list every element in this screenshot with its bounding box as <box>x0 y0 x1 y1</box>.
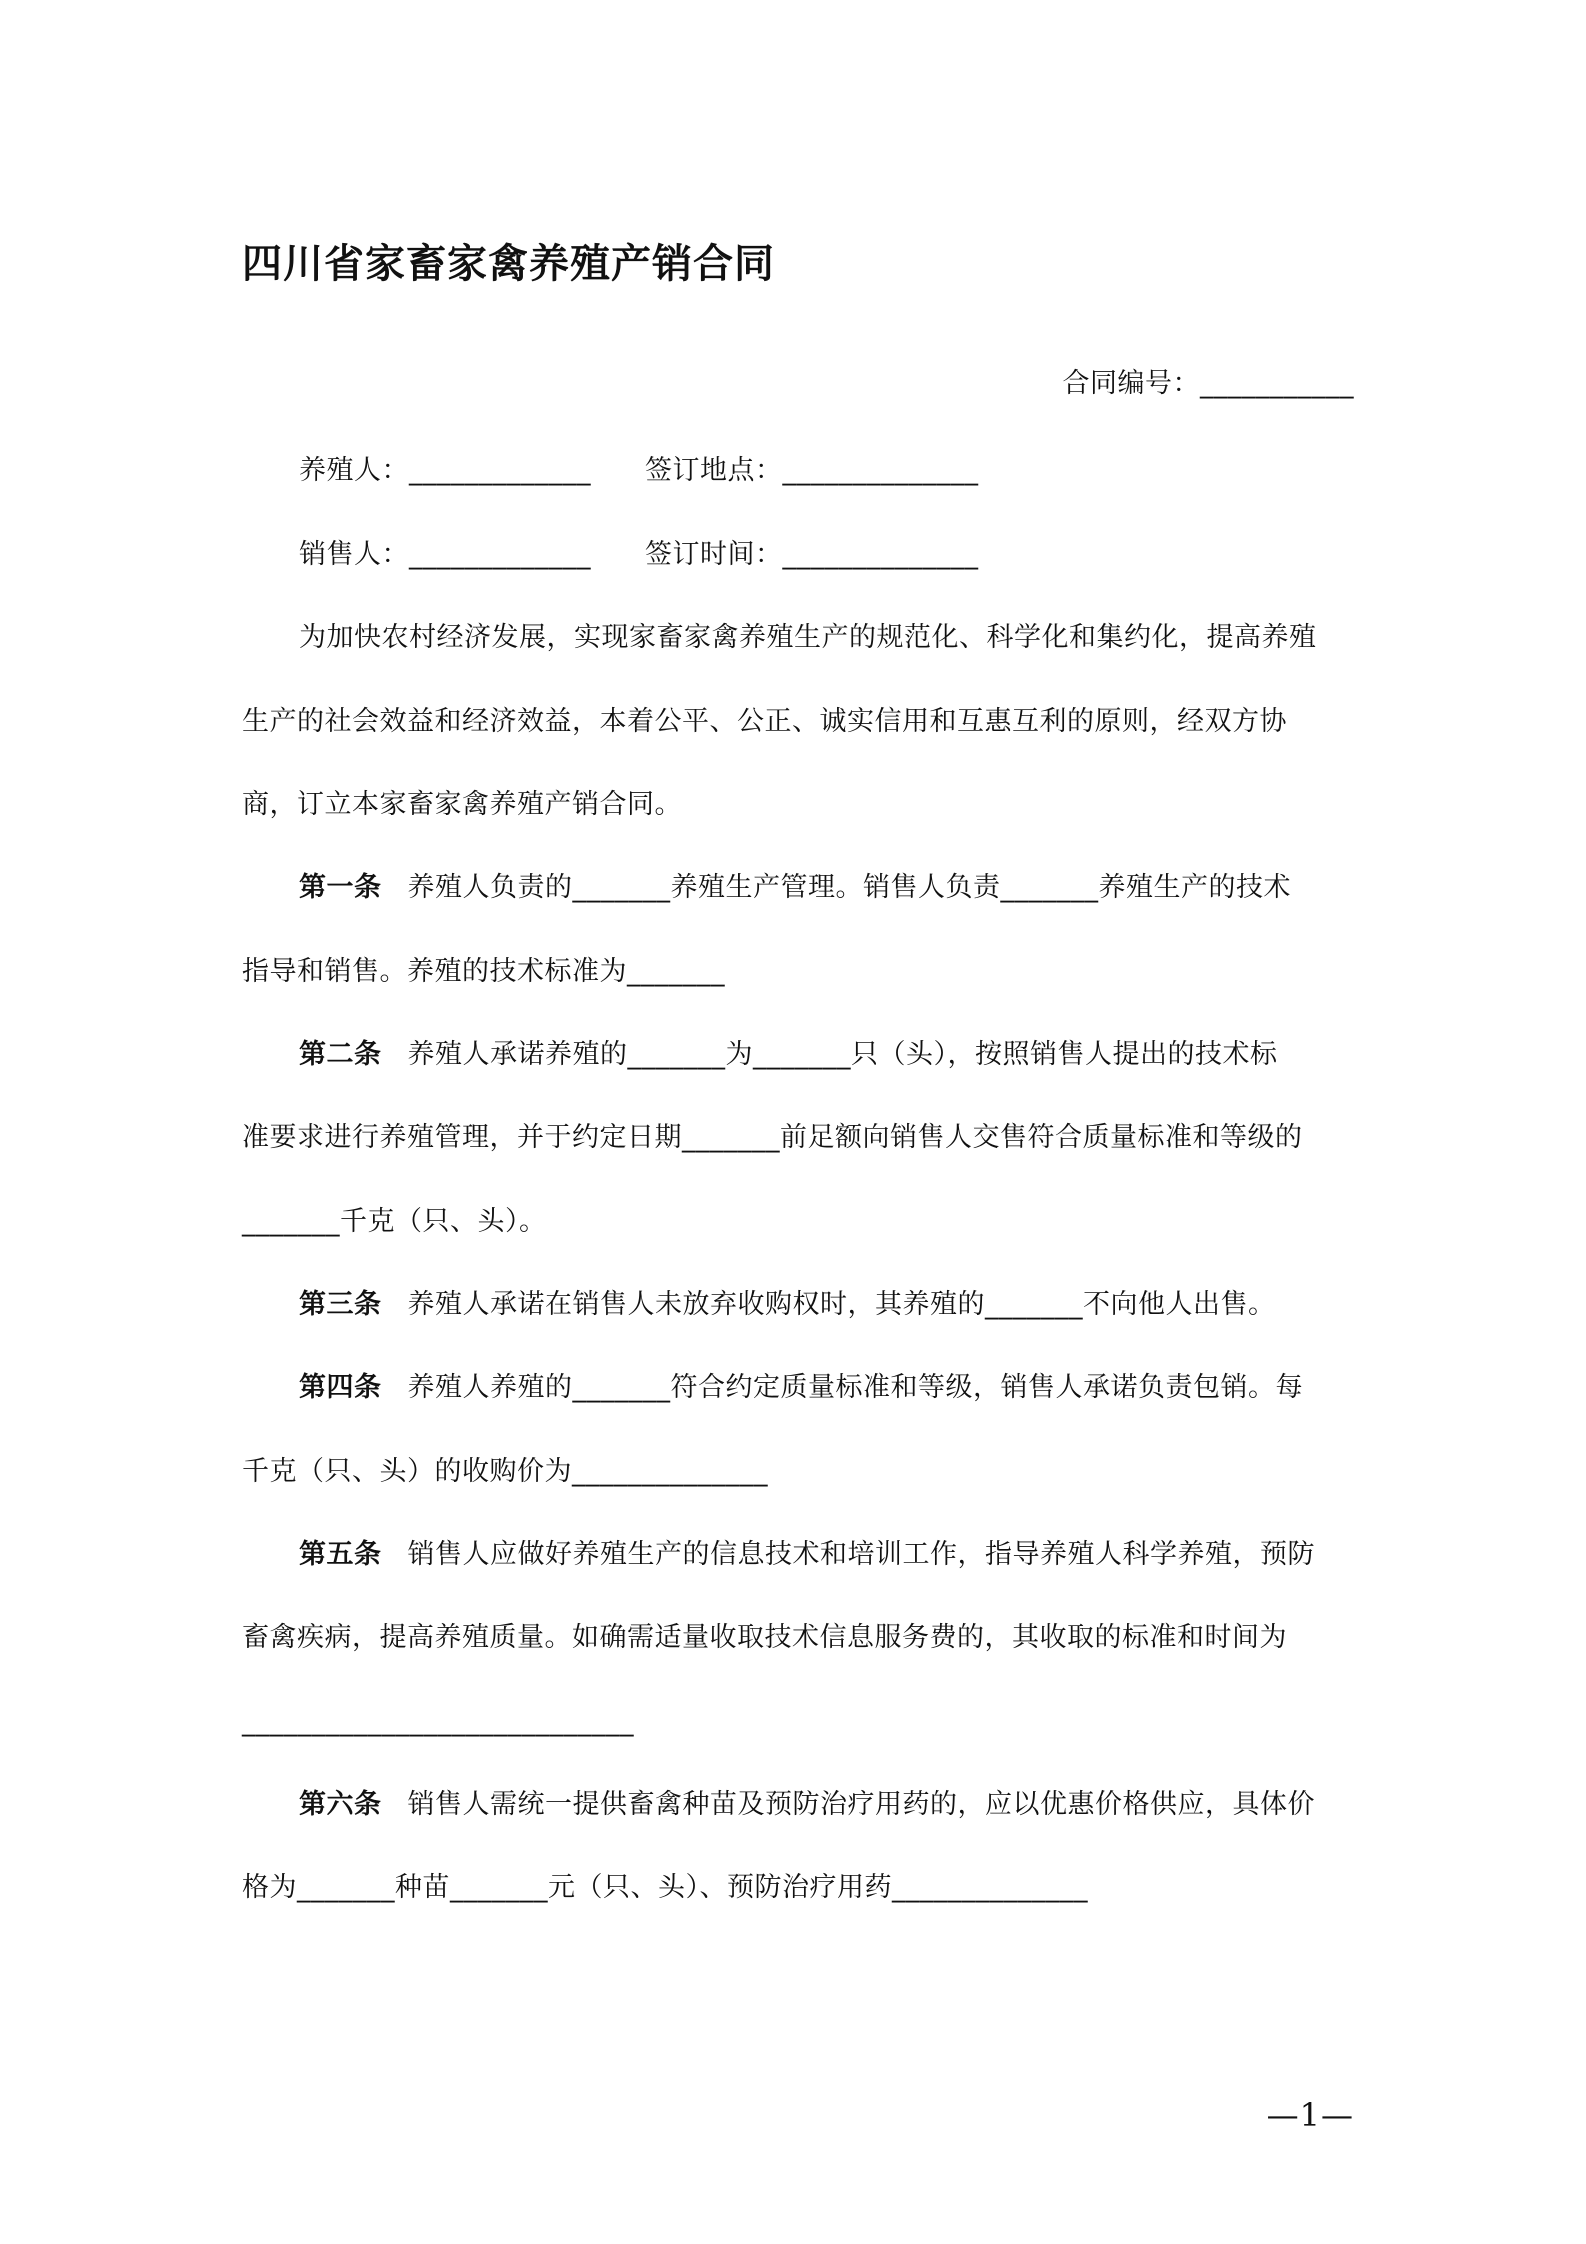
article-3-label: 第三条 <box>299 1289 382 1320</box>
article-3-line-1 <box>299 1285 1276 1325</box>
article-6-line-2: 格为_______种苗_______元（只、头）、预防治疗用药______________ <box>242 1872 1088 1903</box>
article-5-line-1 <box>299 1535 1315 1575</box>
article-5-label: 第五条 <box>299 1539 382 1570</box>
article-5-text: 销售人应做好养殖生产的信息技术和培训工作，指导养殖人科学养殖，预防 <box>407 1539 1315 1570</box>
article-2-line-2: 准要求进行养殖管理，并于约定日期_______前足额向销售人交售符合质量标准和等级的 <box>242 1122 1303 1153</box>
article-5-line-2: 畜禽疾病，提高养殖质量。如确需适量收取技术信息服务费的，其收取的标准和时间为 <box>242 1622 1287 1653</box>
article-2-line-1 <box>299 1035 1278 1075</box>
contract-number-field: 合同编号：___________ <box>1062 368 1354 399</box>
article-1-text: 养殖人负责的_______养殖生产管理。销售人负责_______养殖生产的技术 <box>407 872 1291 903</box>
preamble-line-2: 生产的社会效益和经济效益，本着公平、公正、诚实信用和互惠互利的原则，经双方协 <box>242 706 1287 737</box>
document-title: 四川省家畜家禽养殖产销合同 <box>242 241 775 287</box>
sign-place-field: 签订地点：______________ <box>645 455 979 486</box>
article-5-line-3: ____________________________ <box>242 1706 634 1737</box>
article-2-text: 养殖人承诺养殖的_______为_______只（头），按照销售人提出的技术标 <box>407 1039 1278 1070</box>
seller-field: 销售人：_____________ <box>299 539 591 570</box>
article-4-text: 养殖人养殖的_______符合约定质量标准和等级，销售人承诺负责包销。每 <box>407 1372 1303 1403</box>
article-3-text: 养殖人承诺在销售人未放弃收购权时，其养殖的_______不向他人出售。 <box>407 1289 1276 1320</box>
article-6-text: 销售人需统一提供畜禽种苗及预防治疗用药的，应以优惠价格供应，具体价 <box>407 1789 1315 1820</box>
preamble-line-3: 商，订立本家畜家禽养殖产销合同。 <box>242 789 682 820</box>
article-6-line-1 <box>299 1785 1315 1825</box>
article-4-label: 第四条 <box>299 1372 382 1403</box>
article-4-line-2: 千克（只、头）的收购价为______________ <box>242 1456 768 1487</box>
page-number: —1— <box>1266 2096 1354 2134</box>
preamble-line-1: 为加快农村经济发展，实现家畜家禽养殖生产的规范化、科学化和集约化，提高养殖 <box>299 622 1317 653</box>
article-4-line-1 <box>299 1368 1303 1408</box>
article-1-label: 第一条 <box>299 872 382 903</box>
article-1-line-1 <box>299 868 1291 908</box>
breeder-field: 养殖人：_____________ <box>299 455 591 486</box>
article-2-label: 第二条 <box>299 1039 382 1070</box>
article-2-line-3: _______千克（只、头）。 <box>242 1206 547 1237</box>
sign-time-field: 签订时间：______________ <box>645 539 979 570</box>
article-6-label: 第六条 <box>299 1789 382 1820</box>
article-1-line-2: 指导和销售。养殖的技术标准为_______ <box>242 956 725 987</box>
